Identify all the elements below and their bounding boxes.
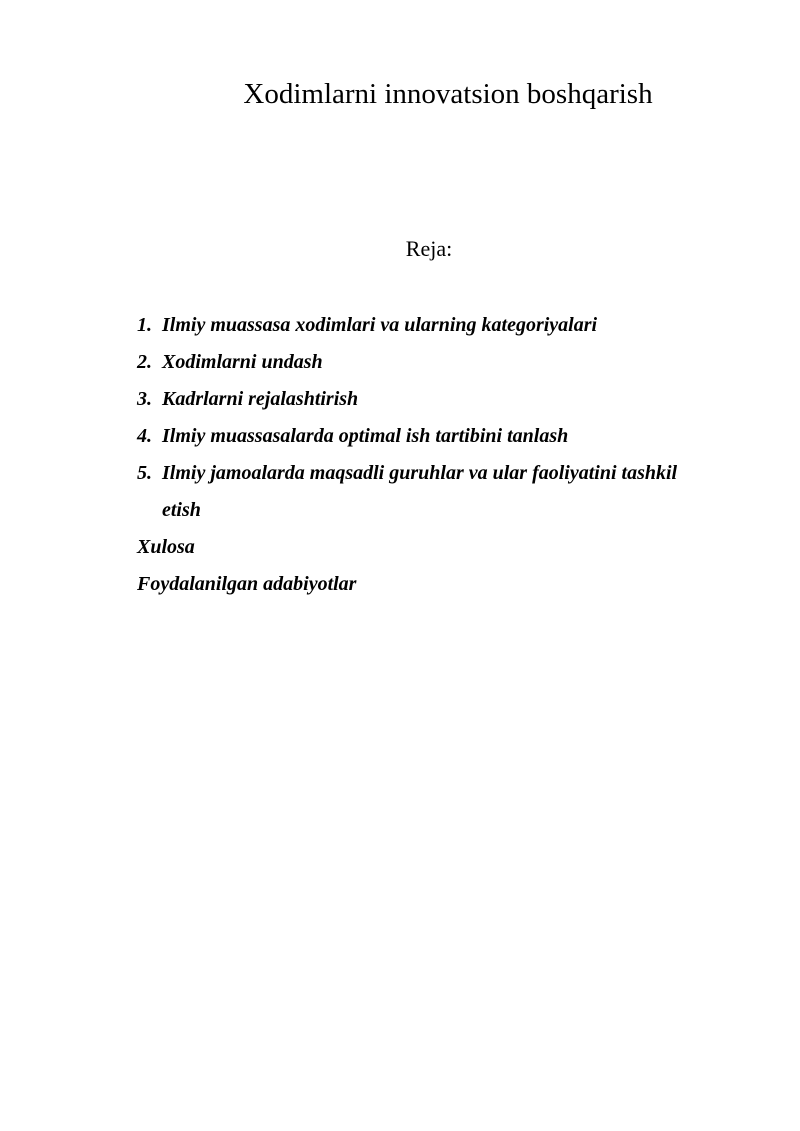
plan-item-5 <box>137 455 697 529</box>
plan-item-text: Ilmiy jamoalarda maqsadli guruhlar va ular faoliyatini tashkil etish <box>162 462 678 521</box>
plan-item-text: Ilmiy muassasalarda optimal ish tartibini tanlash <box>162 425 569 447</box>
plan-list <box>137 307 697 603</box>
plan-item-text: Ilmiy muassasa xodimlari va ularning kategoriyalari <box>162 314 598 336</box>
plan-item-number: 4. <box>137 425 152 447</box>
plan-item-text: Kadrlarni rejalashtirish <box>162 388 359 410</box>
conclusion-item: Xulosa <box>137 536 195 558</box>
plan-item-number: 3. <box>137 388 152 410</box>
plan-item-number: 5. <box>137 462 152 484</box>
references-item: Foydalanilgan adabiyotlar <box>137 573 357 595</box>
plan-item-2 <box>137 344 697 381</box>
plan-item-4 <box>137 418 697 455</box>
plan-item-number: 1. <box>137 314 152 336</box>
plan-item-number: 2. <box>137 351 152 373</box>
plan-item-3 <box>137 381 697 418</box>
plan-item-text: Xodimlarni undash <box>162 351 323 373</box>
plan-heading: Reja: <box>405 236 453 261</box>
plan-item-1 <box>137 307 697 344</box>
document-title: Xodimlarni innovatsion boshqarish <box>243 78 653 110</box>
